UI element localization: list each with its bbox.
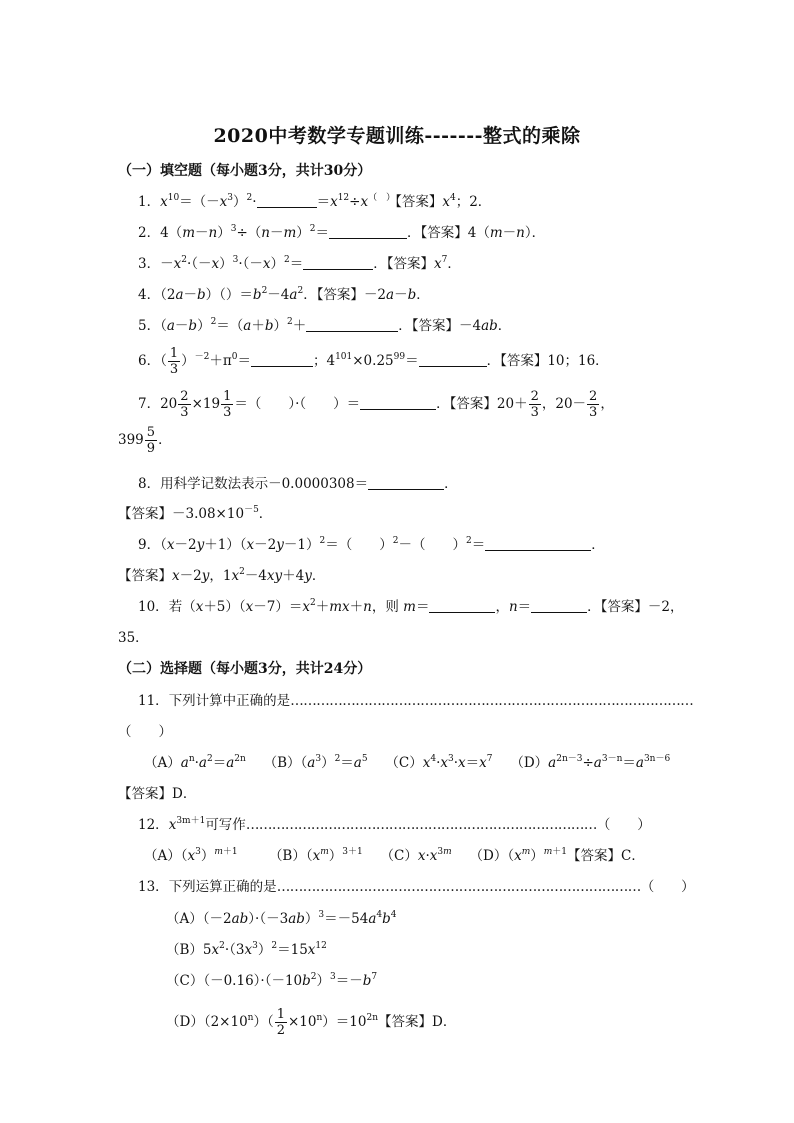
answer-11: 【答案】D． bbox=[118, 786, 197, 802]
fraction: $\frac{1}{2}$ bbox=[276, 1007, 285, 1038]
answer-blank[interactable] bbox=[360, 395, 436, 410]
question-number: 4． bbox=[138, 287, 161, 303]
answer-blank[interactable] bbox=[257, 193, 317, 208]
answer-label: 【答案】 bbox=[420, 225, 468, 241]
question-7: 7．20 $\frac{2}{3}$ ×19 $\frac{1}{3}$ ＝（ ）·（ ）＝ ．【答案】20＋ $\frac{2}{3}$ ，20－ $\frac{2}{3}$ ， bbox=[138, 389, 614, 420]
fraction: $\frac{5}{9}$ bbox=[146, 425, 156, 456]
question-3: 3．$-x^2\cdot(-x)^3\cdot(-x)^2=$ ．【答案】$x^7$． bbox=[138, 255, 461, 272]
question-13-option-d: $(D)(2\times 10^n)$（ $\frac{1}{2}$ $\times 10^n)=10^{2n}$【答案】D． bbox=[166, 1007, 457, 1038]
question-4: 4．$(2a-b)()=b^2-4a^2$．【答案】－2a－b． bbox=[138, 286, 430, 303]
question-10: 10．若$(x+5)(x-7)=x^2+mx+n$，则 m＝ ，n＝ ．【答案】－2， bbox=[138, 598, 684, 615]
fraction: $\frac{1}{3}$ bbox=[223, 389, 232, 420]
answer-blank[interactable] bbox=[419, 352, 487, 367]
answer-blank[interactable] bbox=[306, 317, 398, 332]
question-number: 1． bbox=[138, 194, 161, 210]
page-title: 2020中考数学专题训练-------整式的乘除 bbox=[213, 125, 581, 147]
question-11-bracket: （ ） bbox=[118, 724, 172, 740]
question-text: 下列运算正确的是 bbox=[168, 879, 277, 895]
answer-9: 【答案】x－2y，$1x^2-4xy+4y$． bbox=[118, 567, 326, 584]
answer-text: 10；16． bbox=[547, 353, 609, 369]
answer-blank[interactable] bbox=[485, 536, 591, 551]
question-13-option-a: $(A)(-2ab)\cdot(-3ab)^3=-54a^4b^4$ bbox=[166, 910, 397, 927]
answer-label: 【答案】 bbox=[395, 194, 443, 210]
section-fill-heading: （一）填空题（每小题3分，共计30分） bbox=[118, 163, 372, 179]
section-choice-heading: （二）选择题（每小题3分，共计24分） bbox=[118, 661, 372, 677]
question-11: 11．下列计算中正确的是………………………………………………………………………………… bbox=[138, 693, 694, 709]
answer-label: 【答案】 bbox=[386, 256, 435, 272]
question-number: 11． bbox=[138, 693, 169, 709]
question-2: 2．$4(m-n)^3\div(n-m)^2=$ ．【答案】4（m－n）． bbox=[138, 224, 546, 241]
fraction: $\frac{1}{3}$ bbox=[169, 346, 179, 377]
fraction: $\frac{2}{3}$ bbox=[530, 389, 539, 420]
answer-blank[interactable] bbox=[531, 598, 587, 613]
question-text: 用科学记数法表示－0.0000308＝ bbox=[160, 476, 369, 492]
question-number: 10． bbox=[138, 599, 169, 615]
question-number: 12． bbox=[138, 817, 169, 833]
answer-8: 【答案】$-3.08\times 10^{-5}$． bbox=[118, 505, 273, 522]
question-7-continuation: 399 $\frac{5}{9}$ ． bbox=[118, 425, 172, 456]
question-12: 12．$x^{3m+1}$可写作………………………………………………………………………（ ） bbox=[138, 816, 651, 833]
question-number: 3． bbox=[138, 256, 161, 272]
answer-label: 【答案】 bbox=[118, 506, 172, 522]
question-text: 下列计算中正确的是 bbox=[168, 693, 291, 709]
question-13-option-c: $(C)(-0.16)\cdot(-10b^2)^3=-b^7$ bbox=[166, 972, 378, 989]
answer-text: 【答案】C． bbox=[567, 848, 645, 864]
question-number: 8． bbox=[138, 476, 161, 492]
answer-label: 【答案】 bbox=[411, 318, 459, 334]
answer-bracket: （ ） bbox=[596, 817, 651, 833]
question-11-options: $(A)a^n\cdot a^2=a^{2n}$ $(B)(a^3)^2=a^5$ $(C)x^4\cdot x^3\cdot x=x^7$ $(D)a^{2n-3}\div a^{3-n}=a^{3n-6}$ bbox=[144, 754, 671, 771]
answer-blank[interactable] bbox=[303, 255, 373, 270]
question-12-options: $(A)(x^3)^{m+1}$ $(B)(x^m)^{3+1}$ $(C)x\cdot x^{3m}$ $(D)(x^m)^{m+1}$【答案】C． bbox=[144, 847, 645, 864]
answer-blank[interactable] bbox=[429, 598, 495, 613]
answer-label: 【答案】 bbox=[500, 353, 548, 369]
question-number: 9． bbox=[138, 537, 161, 553]
answer-text: 【答案】D． bbox=[378, 1014, 457, 1030]
fraction: $\frac{2}{3}$ bbox=[589, 389, 598, 420]
question-13-option-b: $(B)5x^2\cdot(3x^3)^2=15x^{12}$ bbox=[166, 941, 327, 958]
question-number: 13． bbox=[138, 879, 169, 895]
answer-label: 【答案】 bbox=[316, 287, 364, 303]
answer-blank[interactable] bbox=[251, 352, 313, 367]
question-text: 可写作 bbox=[205, 817, 246, 833]
question-9: 9．$(x-2y+1)(x-2y-1)^2=$（ ）$^2$－（ ）$^2$＝ ． bbox=[138, 536, 605, 553]
fraction: $\frac{2}{3}$ bbox=[180, 389, 189, 420]
question-number: 5． bbox=[138, 318, 161, 334]
answer-blank[interactable] bbox=[329, 224, 407, 239]
answer-bracket: （ ） bbox=[640, 879, 695, 895]
answer-label: 【答案】 bbox=[449, 396, 497, 412]
question-8: 8．用科学记数法表示－0.0000308＝ ． bbox=[138, 476, 458, 492]
answer-10-continuation: 35． bbox=[118, 630, 149, 646]
question-number: 6． bbox=[138, 353, 161, 369]
question-number: 2． bbox=[138, 225, 161, 241]
answer-label: 【答案】 bbox=[600, 599, 648, 615]
question-13: 13．下列运算正确的是…………………………………………………………………………（ ） bbox=[138, 879, 695, 895]
answer-label: 【答案】 bbox=[118, 568, 172, 584]
question-6: 6．（ $\frac{1}{3}$ ）$^{-2}+\pi^0=$ ；$4^{101}\times 0.25^{99}=$ ．【答案】10；16． bbox=[138, 346, 609, 377]
question-1: 1．$x^{10}=(-x^3)^2\cdot =x^{12}\div x^{( )}$【答案】$x^4$；2． bbox=[138, 193, 492, 210]
answer-blank[interactable] bbox=[368, 475, 444, 490]
question-5: 5．$(a-b)^2=(a+b)^2+$ ．【答案】－4ab． bbox=[138, 317, 512, 334]
question-number: 7． bbox=[138, 396, 161, 412]
